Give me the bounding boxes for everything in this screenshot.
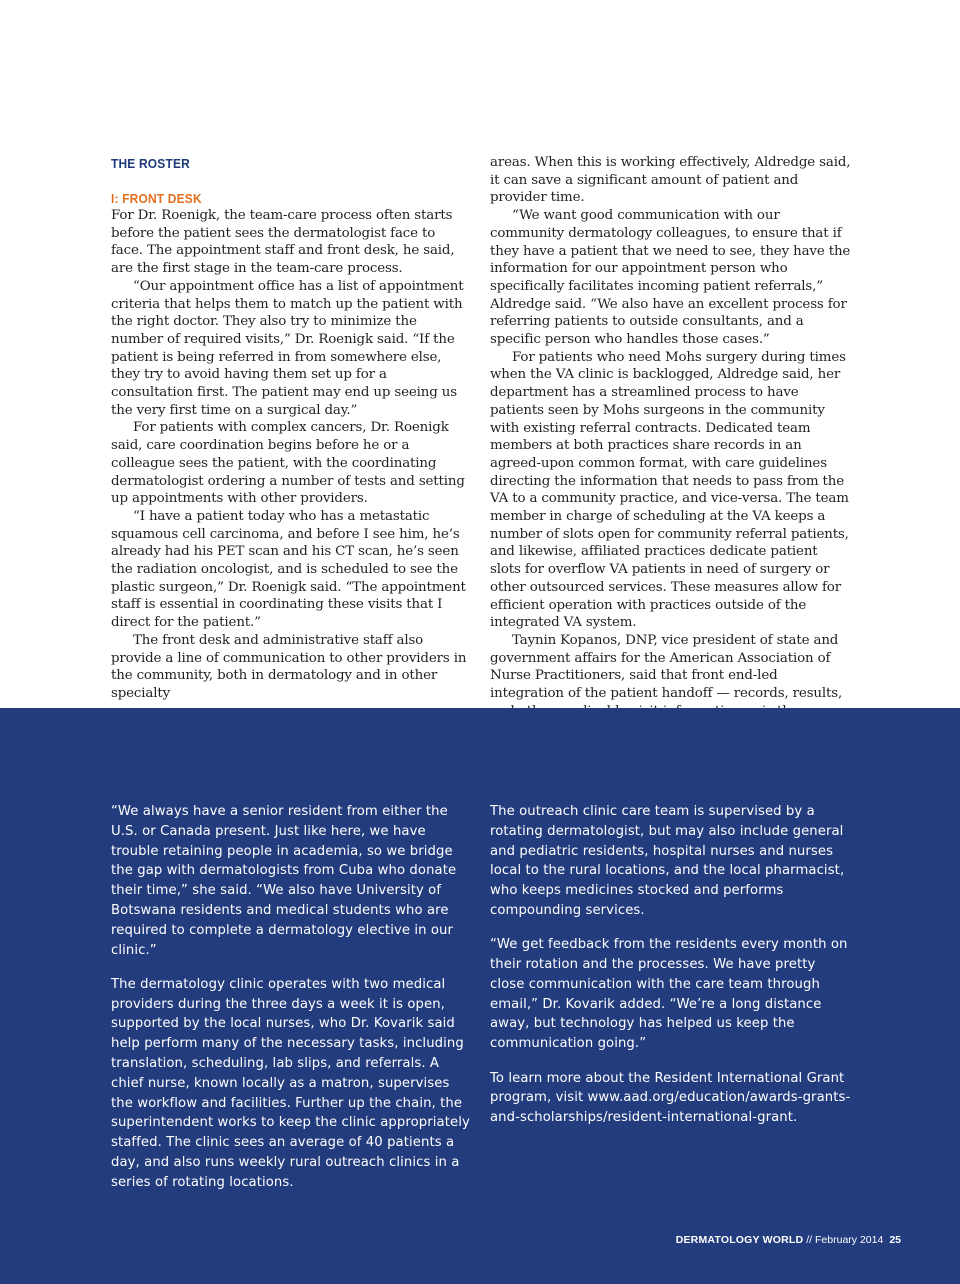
sidebar-panel	[0, 708, 960, 1284]
body-paragraph: For patients who need Mohs surgery during times when the VA clinic is backlogged, Aldredge said, her department has a streamlined process to have patients seen by Mohs surgeons in the community with existing referral contracts. Dedicated team members at both practices share records in an agreed-upon common format, with care guidelines directing the information that needs to pass from the VA to a community practice, and vice-versa. The team member in charge of scheduling at the VA keeps a number of slots open for community referral patients, and likewise, affiliated practices dedicate patient slots for overflow VA patients in need of surgery or other outsourced services. These measures allow for efficient operation with practices outside of the integrated VA system.	[490, 349, 849, 631]
footer-separator: //	[803, 1234, 816, 1246]
sidebar-paragraph: “We always have a senior resident from either the U.S. or Canada present. Just like here, we have trouble retaining people in academia, so we bridge the gap with dermatologists from Cuba who donate their time,” she said. “We also have University of Botswana residents and medical students who are required to complete a dermatology elective in our clinic.”	[111, 804, 457, 958]
roster-left-column	[111, 155, 471, 703]
body-paragraph: Taynin Kopanos, DNP, vice president of state and government affairs for the American Association of Nurse Practitioners, said that front end-led integration of the patient handoff — records, results,	[490, 632, 843, 702]
body-paragraph: “We want good communication with our community dermatology colleagues, to ensure that if they have a patient that we need to see, they have the information for our appointment person who specifically facilitates incoming patient referrals,” Aldredge said. “We also have an excellent process for referring patients to outside consultants, and a specific person who handles those cases.”	[490, 208, 851, 348]
page-footer	[676, 1234, 901, 1246]
sidebar-paragraph: “We get feedback from the residents every month on their rotation and the processes. We have pretty close communication with the care team through email,” Dr. Kovarik added. “We’re a long distance away, but technology has helped us keep the communication going.”	[490, 937, 848, 1052]
body-paragraph: areas. When this is working effectively, Aldredge said, it can save a significant amount of patient and provider time.	[490, 155, 851, 206]
sidebar-right-column	[490, 802, 852, 1142]
body-paragraph: For patients with complex cancers, Dr. Roenigk said, care coordination begins before he or a colleague sees the patient, with the coordinating dermatologist ordering a number of tests and setting up appointments with other providers.	[111, 420, 465, 507]
sidebar-paragraph: The outreach clinic care team is supervised by a rotating dermatologist, but may also include general and pediatric residents, hospital nurses and nurses local to the rural locations, and the local pharmacist, who keeps medicines stocked and performs compounding services.	[490, 804, 845, 918]
publication-name: DERMATOLOGY WORLD	[675, 1234, 804, 1246]
body-paragraph: “I have a patient today who has a metastatic squamous cell carcinoma, and before I see him, he’s already had his PET scan and his CT scan, he’s seen the radiation oncologist, and is scheduled to see the plastic surgeon,” Dr. Roenigk said. “The appointment staff is essential in coordinating these visits that I direct for the patient.”	[111, 508, 466, 631]
sidebar-paragraph: To learn more about the Resident International Grant program, visit www.aad.org/education/awards-grants-and-scholarships/resident-international-grant.	[490, 1070, 851, 1126]
body-paragraph: The front desk and administrative staff also provide a line of communication to other providers in the community, both in dermatology and in other specialty	[111, 632, 467, 701]
body-paragraph: For Dr. Roenigk, the team-care process often starts before the patient sees the dermatologist face to face. The appointment staff and front desk, he said, are the first stage in the team-care process.	[111, 208, 455, 277]
page-number: 25	[889, 1234, 901, 1246]
roster-title: THE ROSTER	[111, 156, 190, 171]
body-paragraph: “Our appointment office has a list of appointment criteria that helps them to match up the patient with the right doctor. They also try to minimize the number of required visits,” Dr. Roenigk said. “If the patient is being referred in from somewhere else, they try to avoid having them set up for a consultation first. The patient may end up seeing us the very first time on a surgical day.”	[111, 278, 464, 418]
sidebar-paragraph: The dermatology clinic operates with two medical providers during the three days a week it is open, supported by the local nurses, who Dr. Kovarik said help perform many of the necessary tasks, including translation, scheduling, lab slips, and referrals. A chief nurse, known locally as a matron, supervises the workflow and facilities. Further up the chain, the superintendent works to keep the clinic appropriately staffed. The clinic sees an average of 40 patients a day, and also runs weekly rural outreach clinics in a series of rotating locations.	[111, 976, 470, 1190]
issue-date: February 2014	[815, 1234, 884, 1246]
roster-right-column	[490, 154, 852, 756]
section-heading: I: FRONT DESK	[111, 191, 202, 206]
sidebar-left-column	[111, 802, 473, 1207]
